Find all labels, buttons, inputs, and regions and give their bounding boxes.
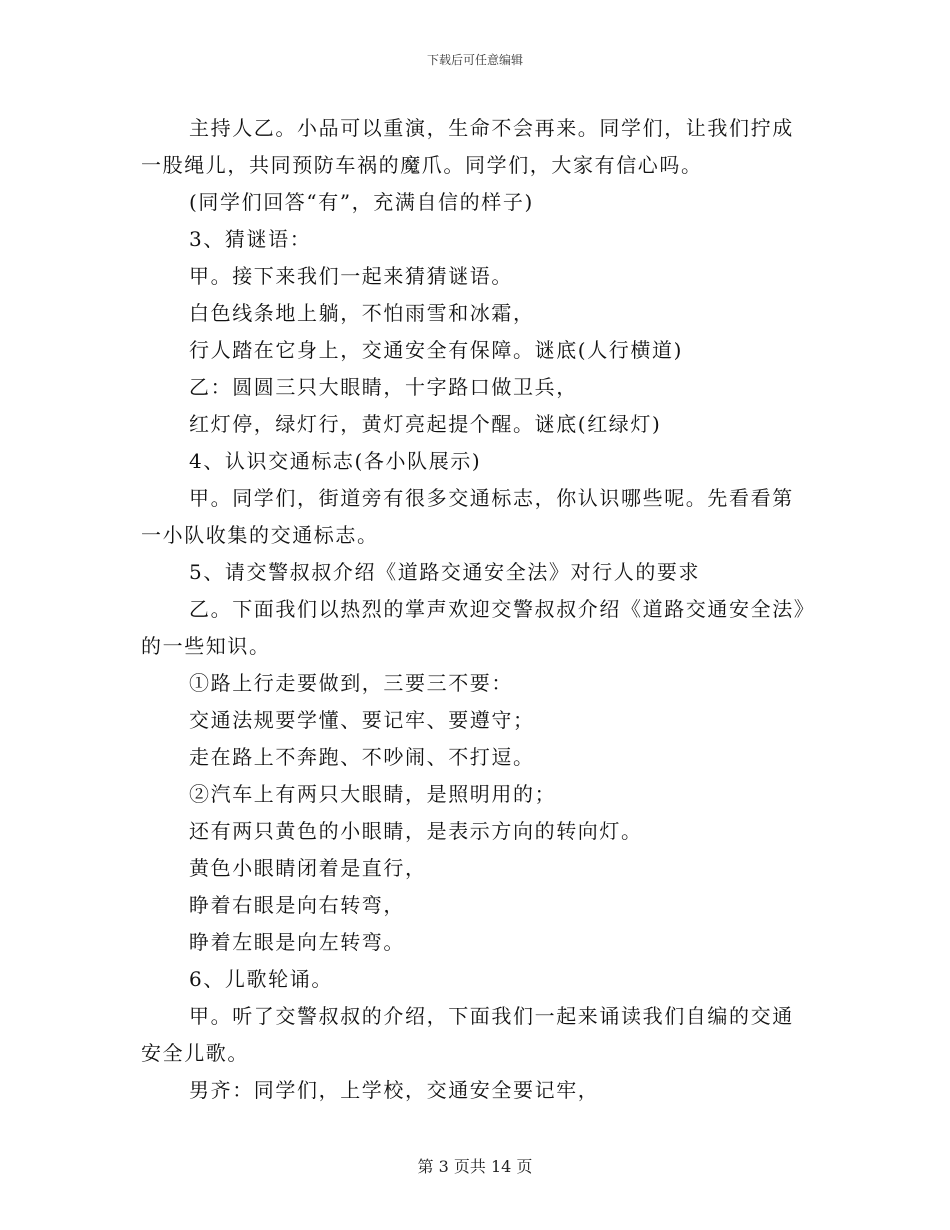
- document-body: [141, 110, 809, 1109]
- paragraph: 主持人乙。小品可以重演，生命不会再来。同学们，让我们拧成一股绳儿，共同预防车祸的魔爪。同学们，大家有信心吗。: [141, 116, 794, 177]
- paragraph: 走在路上不奔跑、不吵闹、不打逗。: [189, 745, 535, 769]
- paragraph: 甲。接下来我们一起来猜猜谜语。: [189, 264, 513, 288]
- paragraph: 乙。下面我们以热烈的掌声欢迎交警叔叔介绍《道路交通安全法》的一些知识。: [141, 597, 806, 658]
- paragraph: 睁着左眼是向左转弯。: [189, 930, 405, 954]
- paragraph: 红灯停，绿灯行，黄灯亮起提个醒。谜底(红绿灯): [189, 412, 662, 436]
- paragraph: ①路上行走要做到，三要三不要：: [189, 671, 513, 695]
- paragraph: 甲。听了交警叔叔的介绍，下面我们一起来诵读我们自编的交通安全儿歌。: [141, 1004, 794, 1065]
- section-heading: 5、请交警叔叔介绍《道路交通安全法》对行人的要求: [189, 560, 701, 584]
- section-heading: 4、认识交通标志(各小队展示): [189, 449, 482, 473]
- paragraph: 乙：圆圆三只大眼睛，十字路口做卫兵，: [189, 375, 578, 399]
- paragraph: (同学们回答“有”，充满自信的样子): [189, 190, 534, 214]
- paragraph: 睁着右眼是向右转弯，: [189, 893, 405, 917]
- paragraph: 黄色小眼睛闭着是直行，: [189, 856, 427, 880]
- page-header: 下载后可任意编辑: [426, 53, 523, 67]
- section-heading: 6、儿歌轮诵。: [189, 967, 333, 991]
- section-heading: 3、猜谜语：: [189, 227, 312, 251]
- paragraph: 白色线条地上躺，不怕雨雪和冰霜，: [189, 301, 535, 325]
- paragraph: ②汽车上有两只大眼睛，是照明用的；: [189, 782, 557, 806]
- paragraph: 交通法规要学懂、要记牢、要遵守；: [189, 708, 535, 732]
- paragraph: 甲。同学们，街道旁有很多交通标志，你认识哪些呢。先看看第一小队收集的交通标志。: [141, 486, 794, 547]
- paragraph: 还有两只黄色的小眼睛，是表示方向的转向灯。: [189, 819, 643, 843]
- page-footer: 第 3 页共 14 页: [417, 1157, 533, 1176]
- paragraph: 男齐：同学们，上学校，交通安全要记牢，: [189, 1078, 600, 1102]
- paragraph: 行人踏在它身上，交通安全有保障。谜底(人行横道): [189, 338, 684, 362]
